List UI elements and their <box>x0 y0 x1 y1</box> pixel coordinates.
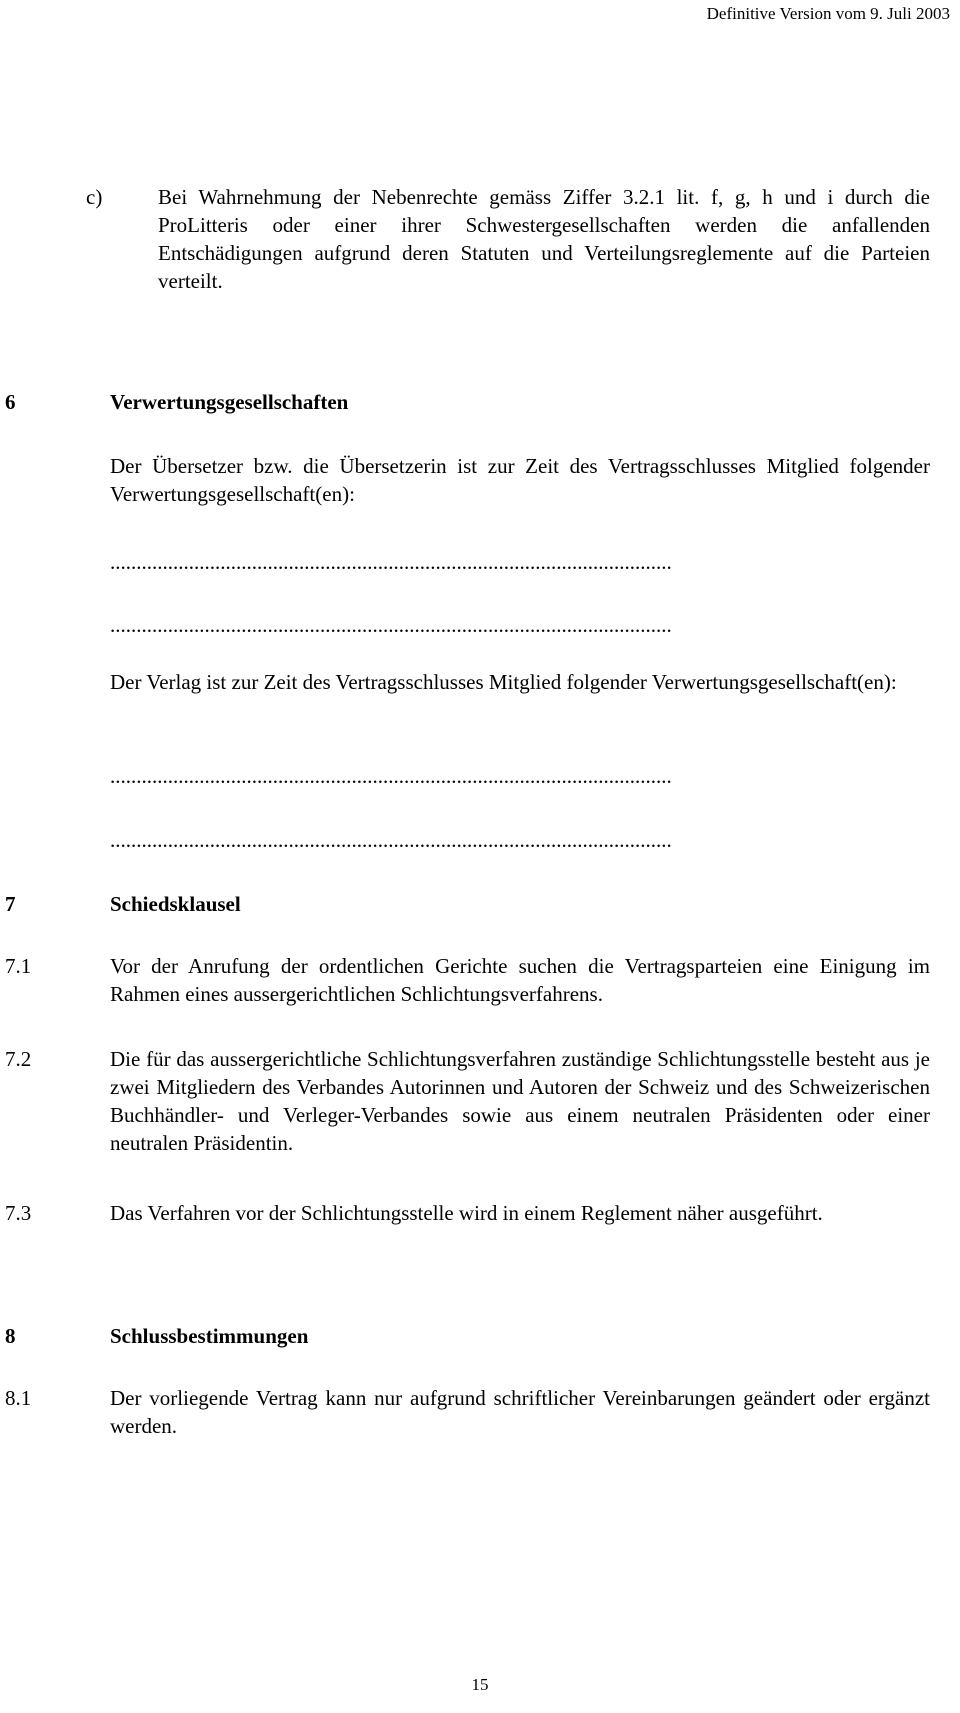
item-7-2-text: Die für das aussergerichtliche Schlichtungsverfahren zuständige Schlichtungsstelle besteht aus je zwei Mitgliedern des Verbandes Autorinnen und Autoren der Schweiz und des Schweizerischen Buchhändler- und Verleger-Verbandes sowie aus einem neutralen Präsidenten oder einer neutralen Präsidentin. <box>110 1047 930 1155</box>
section-8-title: Schlussbestimmungen <box>110 1324 309 1348</box>
section-7-number: 7 <box>5 892 16 916</box>
item-8-1-number: 8.1 <box>5 1386 32 1410</box>
blank-line-translator-1: ........................................................................................................... <box>110 550 672 574</box>
item-c-label: c) <box>86 185 103 209</box>
item-7-3-text: Das Verfahren vor der Schlichtungsstelle wird in einem Reglement näher ausgeführt. <box>110 1201 823 1225</box>
section-7-title: Schiedsklausel <box>110 892 241 916</box>
section-8-number: 8 <box>5 1324 16 1348</box>
item-7-1-text: Vor der Anrufung der ordentlichen Gerichte suchen die Vertragsparteien eine Einigung im Rahmen eines aussergerichtlichen Schlichtungsverfahrens. <box>110 954 930 1006</box>
blank-line-publisher-1: ........................................................................................................... <box>110 764 672 788</box>
section-6-para-translator: Der Übersetzer bzw. die Übersetzerin ist zur Zeit des Vertragsschlusses Mitglied folgender Verwertungsgesellschaft(en): <box>110 454 930 506</box>
item-c-text: Bei Wahrnehmung der Nebenrechte gemäss Ziffer 3.2.1 lit. f, g, h und i durch die ProLitteris oder einer ihrer Schwestergesellschaften werden die anfallenden Entschädigungen aufgrund deren Statuten und Verteilungsreglemente auf die Parteien verteilt. <box>158 185 930 293</box>
section-6-para-publisher: Der Verlag ist zur Zeit des Vertragsschlusses Mitglied folgender Verwertungsgesellschaft(en): <box>110 670 897 694</box>
item-7-3-number: 7.3 <box>5 1201 32 1225</box>
page-number: 15 <box>471 1675 489 1694</box>
item-7-1-number: 7.1 <box>5 954 32 978</box>
blank-line-publisher-2: ........................................................................................................... <box>110 828 672 852</box>
item-7-2-number: 7.2 <box>5 1047 32 1071</box>
page-header-version: Definitive Version vom 9. Juli 2003 <box>706 4 950 23</box>
blank-line-translator-2: ........................................................................................................... <box>110 613 672 637</box>
section-6-title: Verwertungsgesellschaften <box>110 390 349 414</box>
item-8-1-text: Der vorliegende Vertrag kann nur aufgrund schriftlicher Vereinbarungen geändert oder ergänzt werden. <box>110 1386 930 1438</box>
section-6-number: 6 <box>5 390 16 414</box>
